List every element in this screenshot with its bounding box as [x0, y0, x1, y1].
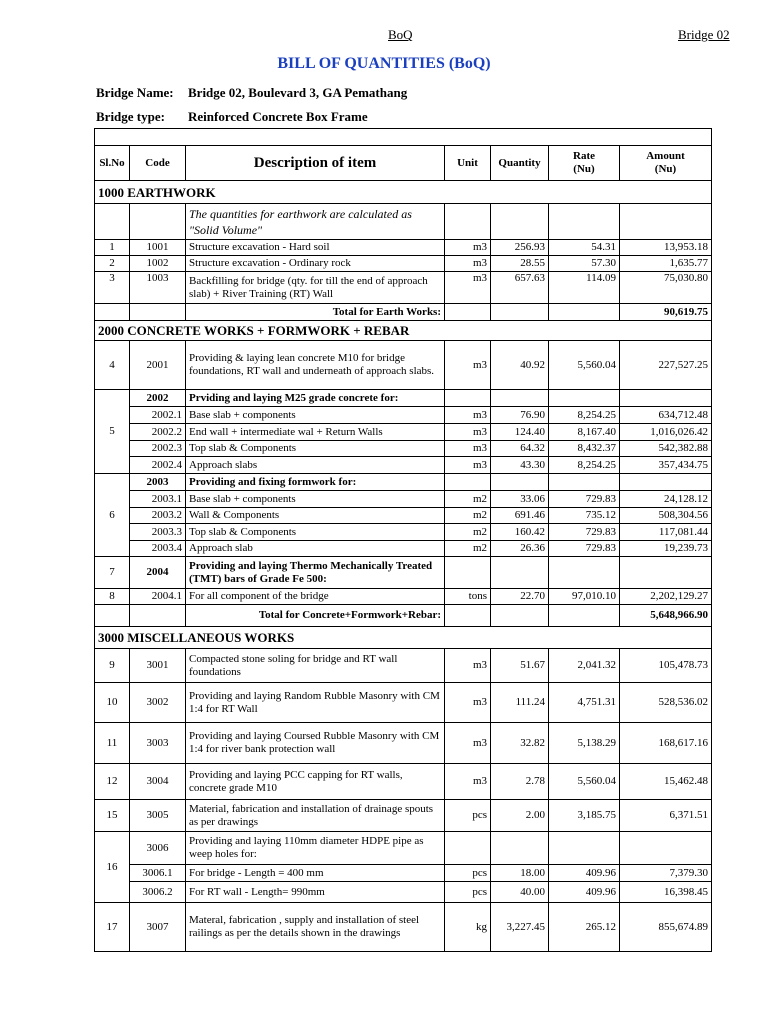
- cell-desc: Providing and laying 110mm diameter HDPE pipe as weep holes for:: [186, 832, 445, 865]
- cell-qty: 51.67: [491, 649, 549, 683]
- table-row: [95, 764, 712, 800]
- group-head-row: [95, 474, 712, 491]
- header-right: Bridge 02: [678, 27, 730, 42]
- table-row: [95, 541, 712, 557]
- cell-amount: 117,081.44: [620, 524, 712, 541]
- cell-unit: pcs: [445, 865, 491, 882]
- cell-sl: 10: [95, 683, 130, 723]
- cell-unit: m3: [445, 683, 491, 723]
- table-row: [95, 649, 712, 683]
- group-head-row: [95, 390, 712, 407]
- table-row: [95, 903, 712, 952]
- cell-unit: m2: [445, 524, 491, 541]
- cell-desc: Approach slabs: [186, 457, 445, 474]
- cell-sl: 8: [95, 589, 130, 605]
- note-row: [95, 204, 712, 240]
- cell-code: 3004: [130, 764, 186, 800]
- cell-code: 2002.1: [130, 407, 186, 424]
- section-row: [95, 181, 712, 204]
- bridge-type-label: Bridge type:: [96, 109, 165, 124]
- cell-sl: 9: [95, 649, 130, 683]
- cell-qty: 26.36: [491, 541, 549, 557]
- cell-qty: 32.82: [491, 723, 549, 764]
- cell-rate: 4,751.31: [549, 683, 620, 723]
- col-rate-l2: (Nu): [573, 163, 595, 175]
- cell-desc: Base slab + components: [186, 491, 445, 508]
- cell-rate: 8,432.37: [549, 441, 620, 457]
- cell-code: 2004: [130, 557, 186, 589]
- cell-desc: Structure excavation - Ordinary rock: [186, 256, 445, 272]
- total-label: Total for Concrete+Formwork+Rebar:: [186, 605, 445, 627]
- cell-desc: Providing and laying Random Rubble Masonry with CM 1:4 for RT Wall: [186, 683, 445, 723]
- cell-desc: Structure excavation - Hard soil: [186, 240, 445, 256]
- cell-amount: 24,128.12: [620, 491, 712, 508]
- cell-code: 3002: [130, 683, 186, 723]
- cell-unit: m2: [445, 541, 491, 557]
- cell-code: 3007: [130, 903, 186, 952]
- cell-code: 3006: [130, 832, 186, 865]
- cell-sl: 3: [95, 272, 130, 304]
- cell-amount: 15,462.48: [620, 764, 712, 800]
- cell-rate: 409.96: [549, 865, 620, 882]
- cell-rate: 5,560.04: [549, 764, 620, 800]
- cell-desc: Providing and laying PCC capping for RT walls, concrete grade M10: [186, 764, 445, 800]
- cell-amount: 2,202,129.27: [620, 589, 712, 605]
- cell-amount: 528,536.02: [620, 683, 712, 723]
- cell-unit: pcs: [445, 882, 491, 903]
- cell-unit: m3: [445, 441, 491, 457]
- cell-rate: 3,185.75: [549, 800, 620, 832]
- cell-qty: 22.70: [491, 589, 549, 605]
- table-row: [95, 341, 712, 390]
- cell-unit: pcs: [445, 800, 491, 832]
- table-row: [95, 723, 712, 764]
- table-row: [95, 256, 712, 272]
- cell-unit: m3: [445, 341, 491, 390]
- total-row: [95, 304, 712, 321]
- section-title: 1000 EARTHWORK: [95, 181, 712, 204]
- table-row: [95, 589, 712, 605]
- cell-code: 3003: [130, 723, 186, 764]
- cell-code: 2002.4: [130, 457, 186, 474]
- cell-amount: 357,434.75: [620, 457, 712, 474]
- cell-rate: 729.83: [549, 491, 620, 508]
- cell-sl: 17: [95, 903, 130, 952]
- cell-amount: 105,478.73: [620, 649, 712, 683]
- cell-qty: 124.40: [491, 424, 549, 441]
- cell-rate: 54.31: [549, 240, 620, 256]
- cell-qty: 691.46: [491, 508, 549, 524]
- cell-qty: 33.06: [491, 491, 549, 508]
- table-row: [95, 272, 712, 304]
- spacer-row: [95, 129, 712, 146]
- cell-rate: 729.83: [549, 524, 620, 541]
- cell-desc: Prviding and laying M25 grade concrete for:: [186, 390, 445, 407]
- cell-code: 1003: [130, 272, 186, 304]
- col-rate-l1: Rate: [573, 150, 595, 162]
- cell-desc: Providing & laying lean concrete M10 for bridge foundations, RT wall and underneath of approach slabs.: [186, 341, 445, 390]
- cell-code: 2003.3: [130, 524, 186, 541]
- cell-unit: m3: [445, 649, 491, 683]
- cell-desc: Providing and fixing formwork for:: [186, 474, 445, 491]
- col-amount-l1: Amount: [646, 150, 685, 162]
- cell-qty: 160.42: [491, 524, 549, 541]
- cell-qty: 76.90: [491, 407, 549, 424]
- col-description: Description of item: [186, 146, 445, 181]
- cell-unit: m3: [445, 240, 491, 256]
- total-label: Total for Earth Works:: [186, 304, 445, 321]
- note-text: The quantities for earthwork are calculated as "Solid Volume": [186, 204, 445, 240]
- cell-code: 1002: [130, 256, 186, 272]
- cell-code: 3006.1: [130, 865, 186, 882]
- cell-amount: 75,030.80: [620, 272, 712, 304]
- table-row: [95, 424, 712, 441]
- cell-unit: m2: [445, 508, 491, 524]
- cell-amount: 19,239.73: [620, 541, 712, 557]
- cell-amount: 7,379.30: [620, 865, 712, 882]
- col-quantity: Quantity: [491, 146, 549, 181]
- cell-desc: Providing and laying Coursed Rubble Masonry with CM 1:4 for river bank protection wall: [186, 723, 445, 764]
- cell-amount: 168,617.16: [620, 723, 712, 764]
- cell-rate: 265.12: [549, 903, 620, 952]
- table-row: [95, 457, 712, 474]
- cell-code: 2003.1: [130, 491, 186, 508]
- cell-code: 2003: [130, 474, 186, 491]
- cell-qty: 64.32: [491, 441, 549, 457]
- cell-rate: 97,010.10: [549, 589, 620, 605]
- table-row: [95, 800, 712, 832]
- cell-rate: 57.30: [549, 256, 620, 272]
- cell-desc: Compacted stone soling for bridge and RT wall foundations: [186, 649, 445, 683]
- cell-code: 2003.4: [130, 541, 186, 557]
- cell-rate: 2,041.32: [549, 649, 620, 683]
- table-row: [95, 524, 712, 541]
- cell-rate: 409.96: [549, 882, 620, 903]
- cell-sl: 5: [95, 390, 130, 474]
- cell-code: 2004.1: [130, 589, 186, 605]
- table-header: [95, 146, 712, 181]
- cell-unit: m3: [445, 457, 491, 474]
- cell-qty: 111.24: [491, 683, 549, 723]
- cell-sl: 7: [95, 557, 130, 589]
- cell-qty: 3,227.45: [491, 903, 549, 952]
- cell-amount: 508,304.56: [620, 508, 712, 524]
- cell-code: 1001: [130, 240, 186, 256]
- cell-code: 2002.2: [130, 424, 186, 441]
- cell-code: 3001: [130, 649, 186, 683]
- col-slno: Sl.No: [95, 146, 130, 181]
- cell-code: 2003.2: [130, 508, 186, 524]
- cell-amount: 1,635.77: [620, 256, 712, 272]
- cell-rate: 5,138.29: [549, 723, 620, 764]
- cell-amount: 13,953.18: [620, 240, 712, 256]
- cell-desc: Wall & Components: [186, 508, 445, 524]
- section-row: [95, 321, 712, 341]
- cell-desc: Providing and laying Thermo Mechanically Treated (TMT) bars of Grade Fe 500:: [186, 557, 445, 589]
- cell-code: 3005: [130, 800, 186, 832]
- cell-qty: 40.92: [491, 341, 549, 390]
- bridge-type-value: Reinforced Concrete Box Frame: [188, 109, 368, 124]
- table-row: [95, 683, 712, 723]
- col-amount-l2: (Nu): [654, 163, 677, 175]
- bridge-name-value: Bridge 02, Boulevard 3, GA Pemathang: [188, 85, 408, 100]
- total-amount: 5,648,966.90: [620, 605, 712, 627]
- cell-qty: 657.63: [491, 272, 549, 304]
- group-head-row: [95, 557, 712, 589]
- cell-desc: Materal, fabrication , supply and installation of steel railings as per the details shown in the drawings: [186, 903, 445, 952]
- cell-rate: 735.12: [549, 508, 620, 524]
- cell-desc: For all component of the bridge: [186, 589, 445, 605]
- cell-rate: 8,167.40: [549, 424, 620, 441]
- cell-desc: For bridge - Length = 400 mm: [186, 865, 445, 882]
- cell-desc: For RT wall - Length= 990mm: [186, 882, 445, 903]
- table-row: [95, 407, 712, 424]
- total-row: [95, 605, 712, 627]
- cell-qty: 2.00: [491, 800, 549, 832]
- cell-sl: 11: [95, 723, 130, 764]
- table-row: [95, 865, 712, 882]
- table-row: [95, 508, 712, 524]
- table-row: [95, 491, 712, 508]
- section-title: 2000 CONCRETE WORKS + FORMWORK + REBAR: [95, 321, 712, 341]
- cell-code: 2002.3: [130, 441, 186, 457]
- bridge-name-label: Bridge Name:: [96, 85, 174, 100]
- table-row: [95, 882, 712, 903]
- cell-code: 2001: [130, 341, 186, 390]
- cell-qty: 256.93: [491, 240, 549, 256]
- cell-desc: End wall + intermediate wal + Return Walls: [186, 424, 445, 441]
- cell-rate: 114.09: [549, 272, 620, 304]
- cell-unit: m3: [445, 256, 491, 272]
- cell-unit: m3: [445, 764, 491, 800]
- cell-unit: m3: [445, 407, 491, 424]
- header-left: BoQ: [388, 27, 413, 42]
- cell-qty: 2.78: [491, 764, 549, 800]
- cell-desc: Backfilling for bridge (qty. for till the end of approach slab) + River Training (RT) Wall: [186, 272, 445, 304]
- section-title: 3000 MISCELLANEOUS WORKS: [95, 627, 712, 649]
- cell-unit: kg: [445, 903, 491, 952]
- cell-desc: Top slab & Components: [186, 441, 445, 457]
- cell-qty: 40.00: [491, 882, 549, 903]
- cell-unit: tons: [445, 589, 491, 605]
- cell-desc: Top slab & Components: [186, 524, 445, 541]
- cell-rate: 8,254.25: [549, 457, 620, 474]
- section-row: [95, 627, 712, 649]
- cell-amount: 227,527.25: [620, 341, 712, 390]
- table-row: [95, 240, 712, 256]
- cell-sl: 16: [95, 832, 130, 903]
- cell-desc: Base slab + components: [186, 407, 445, 424]
- cell-unit: m3: [445, 723, 491, 764]
- cell-desc: Material, fabrication and installation of drainage spouts as per drawings: [186, 800, 445, 832]
- col-amount: [620, 146, 712, 181]
- cell-sl: 2: [95, 256, 130, 272]
- total-amount: 90,619.75: [620, 304, 712, 321]
- cell-unit: m2: [445, 491, 491, 508]
- col-rate: [549, 146, 620, 181]
- cell-code: 2002: [130, 390, 186, 407]
- cell-amount: 6,371.51: [620, 800, 712, 832]
- page-title: BILL OF QUANTITIES (BoQ): [277, 55, 491, 72]
- cell-qty: 18.00: [491, 865, 549, 882]
- cell-amount: 16,398.45: [620, 882, 712, 903]
- cell-rate: 5,560.04: [549, 341, 620, 390]
- cell-amount: 634,712.48: [620, 407, 712, 424]
- cell-qty: 28.55: [491, 256, 549, 272]
- cell-amount: 542,382.88: [620, 441, 712, 457]
- col-code: Code: [130, 146, 186, 181]
- cell-rate: 8,254.25: [549, 407, 620, 424]
- cell-sl: 15: [95, 800, 130, 832]
- cell-sl: 12: [95, 764, 130, 800]
- cell-amount: 855,674.89: [620, 903, 712, 952]
- cell-rate: 729.83: [549, 541, 620, 557]
- cell-sl: 4: [95, 341, 130, 390]
- cell-qty: 43.30: [491, 457, 549, 474]
- cell-amount: 1,016,026.42: [620, 424, 712, 441]
- table-row: [95, 441, 712, 457]
- cell-sl: 1: [95, 240, 130, 256]
- group-head-row: [95, 832, 712, 865]
- boq-table: [94, 128, 712, 952]
- cell-code: 3006.2: [130, 882, 186, 903]
- cell-unit: m3: [445, 272, 491, 304]
- cell-unit: m3: [445, 424, 491, 441]
- cell-desc: Approach slab: [186, 541, 445, 557]
- cell-sl: 6: [95, 474, 130, 557]
- col-unit: Unit: [445, 146, 491, 181]
